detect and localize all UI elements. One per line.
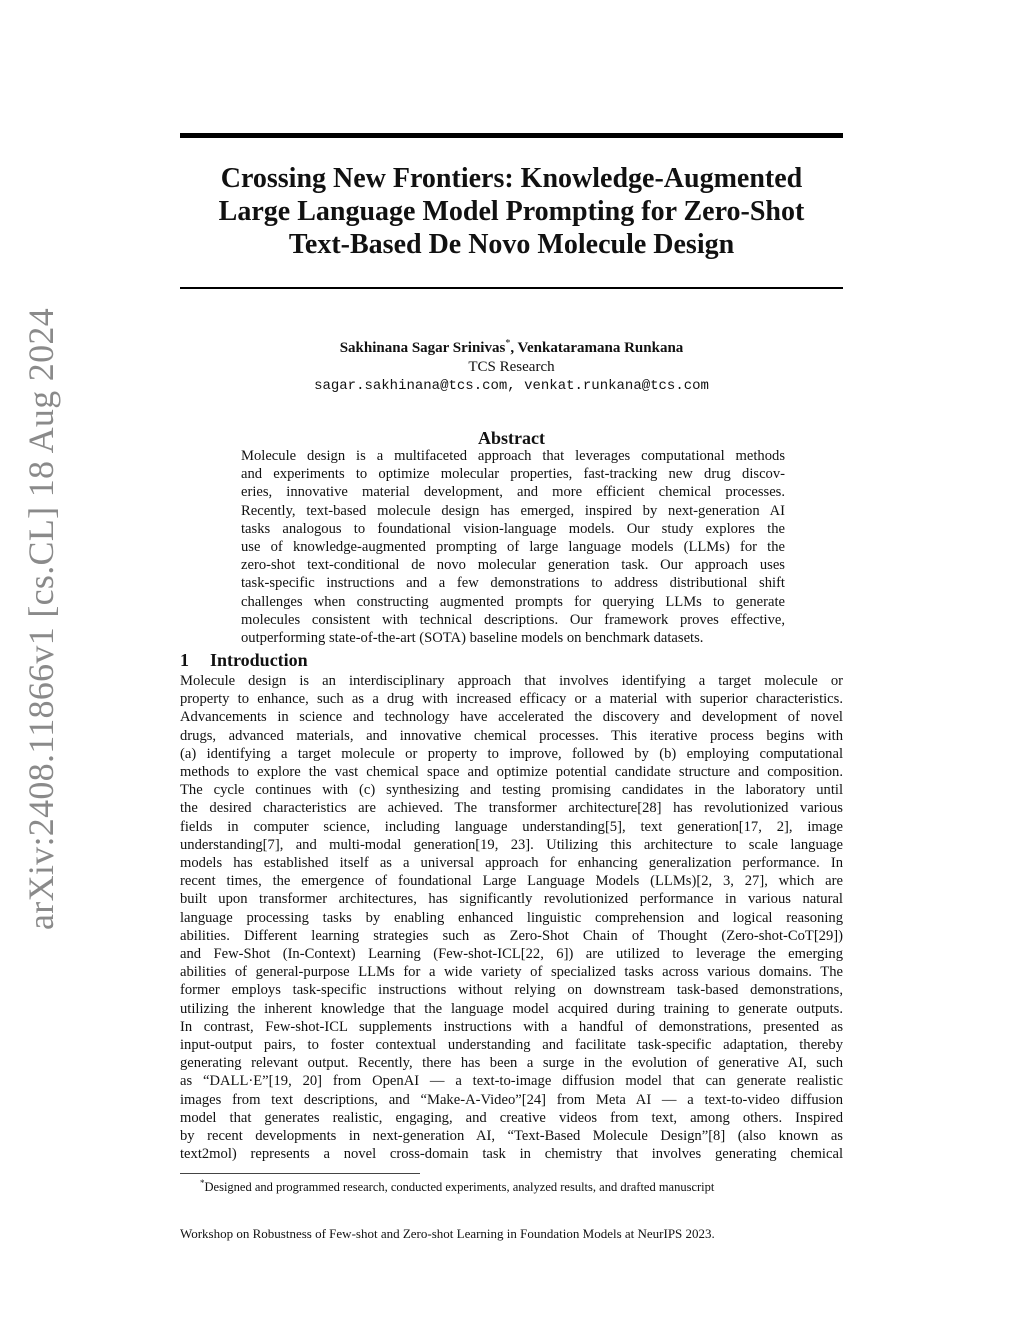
body-line: Molecule design is an interdisciplinary approach that involves identifying a target molecule or (180, 673, 843, 689)
title-line: Text-Based De Novo Molecule Design (288, 229, 735, 260)
author-names: Sakhinana Sagar Srinivas*, Venkataramana Runkana (339, 338, 684, 356)
introduction-body (180, 672, 843, 1163)
section-heading-introduction (180, 650, 308, 671)
author-emails: sagar.sakhinana@tcs.com, venkat.runkana@tcs.com (314, 378, 709, 394)
venue-line: Workshop on Robustness of Few-shot and Zero-shot Learning in Foundation Models at NeurIPS 2023. (180, 1226, 715, 1241)
abstract-line: molecules consistent with technical descriptions. Our framework proves effective, (241, 611, 785, 628)
abstract-line: tasks analogous to foundational vision-language models. Our study explores the (241, 520, 785, 537)
body-line: The cycle continues with (c) synthesizing and testing promising candidates in the laboratory until (180, 782, 843, 799)
abstract-body (241, 447, 785, 647)
abstract-line: Molecule design is a multifaceted approach that leverages computational methods (241, 448, 785, 464)
body-line: former employs task-specific instructions without relying on downstream task-based demonstrations, (180, 982, 843, 999)
abstract-line: use of knowledge-augmented prompting of large language models (LLMs) for the (241, 539, 785, 556)
footnote-mark: * (505, 338, 511, 349)
paper-title (180, 162, 843, 261)
title-top-rule (180, 133, 843, 138)
body-line: property to enhance, such as a drug with increased efficacy or a material with superior characteristics. (180, 691, 843, 708)
footnote (200, 1178, 714, 1195)
abstract-heading: Abstract (478, 428, 545, 448)
title-line: Large Language Model Prompting for Zero-Shot (218, 196, 805, 227)
abstract-line: eries, innovative material development, and more efficient chemical processes. (241, 484, 785, 501)
body-line: abilities. Different learning strategies such as Zero-Shot Chain of Thought (Zero-shot-CoT[29]) (180, 927, 843, 944)
body-line: utilizing the inherent knowledge that the language model acquired during training to generate outputs. (180, 1000, 843, 1017)
abstract-line: and experiments to optimize molecular properties, fast-tracking new drug discov- (241, 466, 785, 483)
section-title: Introduction (210, 650, 308, 670)
body-line: In contrast, Few-shot-ICL supplements instructions with a handful of demonstrations, presented as (180, 1018, 843, 1035)
body-line: generating relevant output. Recently, there has been a surge in the evolution of generative AI, such (180, 1055, 843, 1072)
author-2: Venkataramana Runkana (517, 340, 684, 356)
arxiv-identifier: arXiv:2408.11866v1 [cs.CL] 18 Aug 2024 (21, 307, 61, 930)
body-line: built upon transformer architectures, has significantly revolutionized performance in various natural (180, 891, 843, 908)
body-line: as “DALL·E”[19, 20] from OpenAI — a text-to-image diffusion model that can generate realistic (180, 1073, 843, 1090)
body-line: understanding[7], and multi-modal generation[19, 23]. Utilizing this architecture to scale language (180, 836, 843, 853)
body-line: input-output pairs, to foster contextual understanding and facilitate task-specific adaptation, thereby (180, 1037, 843, 1054)
abstract-line: task-specific instructions and a few demonstrations to address distributional shift (241, 575, 785, 592)
body-line: fields in computer science, including language understanding[5], text generation[17, 2], image (180, 818, 843, 835)
body-line: and Few-Shot (In-Context) Learning (Few-shot-ICL[22, 6]) are utilized to leverage the emerging (180, 946, 843, 963)
body-line: language processing tasks by enabling enhanced linguistic comprehension and logical reasoning (180, 909, 843, 926)
author-block (180, 334, 843, 396)
abstract-line: zero-shot text-conditional de novo molecular generation task. Our approach uses (241, 557, 785, 574)
body-line: Advancements in science and technology have accelerated the discovery and development of novel (180, 709, 843, 726)
body-line: model that generates realistic, engaging, and creative videos from text, among others. Inspired (180, 1109, 843, 1126)
body-line: the desired characteristics are achieved. The transformer architecture[28] has revolutionized various (180, 800, 843, 817)
body-line: abilities of general-purpose LLMs for a wide variety of specialized tasks across various domains. The (180, 964, 843, 981)
body-line: recent times, the emergence of foundational Large Language Models (LLMs)[2, 3, 27], which are (180, 873, 843, 890)
body-line: images from text descriptions, and “Make-A-Video”[24] from Meta AI — a text-to-video diffusion (180, 1091, 843, 1108)
body-line: text2mol) represents a novel cross-domain task in chemistry that involves generating chemical (180, 1146, 843, 1163)
abstract-line: outperforming state-of-the-art (SOTA) baseline models on benchmark datasets. (241, 630, 704, 647)
body-line: (a) identifying a target molecule or property to improve, followed by (b) employing computational (180, 745, 843, 762)
body-line: models has established itself as a universal approach for enhancing generalization performance. In (180, 855, 843, 872)
body-line: methods to explore the vast chemical space and optimize potential candidate structure and composition. (180, 764, 843, 781)
section-number: 1 (180, 650, 189, 670)
title-bottom-rule (180, 287, 843, 289)
footnote-rule (180, 1173, 420, 1174)
abstract-line: Recently, text-based molecule design has emerged, inspired by next-generation AI (241, 502, 785, 519)
body-line: drugs, advanced materials, and innovative chemical processes. This iterative process begins with (180, 727, 843, 744)
affiliation: TCS Research (468, 359, 555, 375)
body-line: by recent developments in next-generation AI, “Text-Based Molecule Design”[8] (also known as (180, 1128, 843, 1145)
title-line: Crossing New Frontiers: Knowledge-Augmented (220, 163, 803, 194)
footnote-marker: * (200, 1178, 205, 1188)
author-1: Sakhinana Sagar Srinivas (339, 340, 506, 356)
footnote-text: Designed and programmed research, conducted experiments, analyzed results, and drafted manuscript (204, 1180, 715, 1195)
abstract-line: challenges when constructing augmented prompts for querying LLMs to generate (241, 593, 785, 610)
